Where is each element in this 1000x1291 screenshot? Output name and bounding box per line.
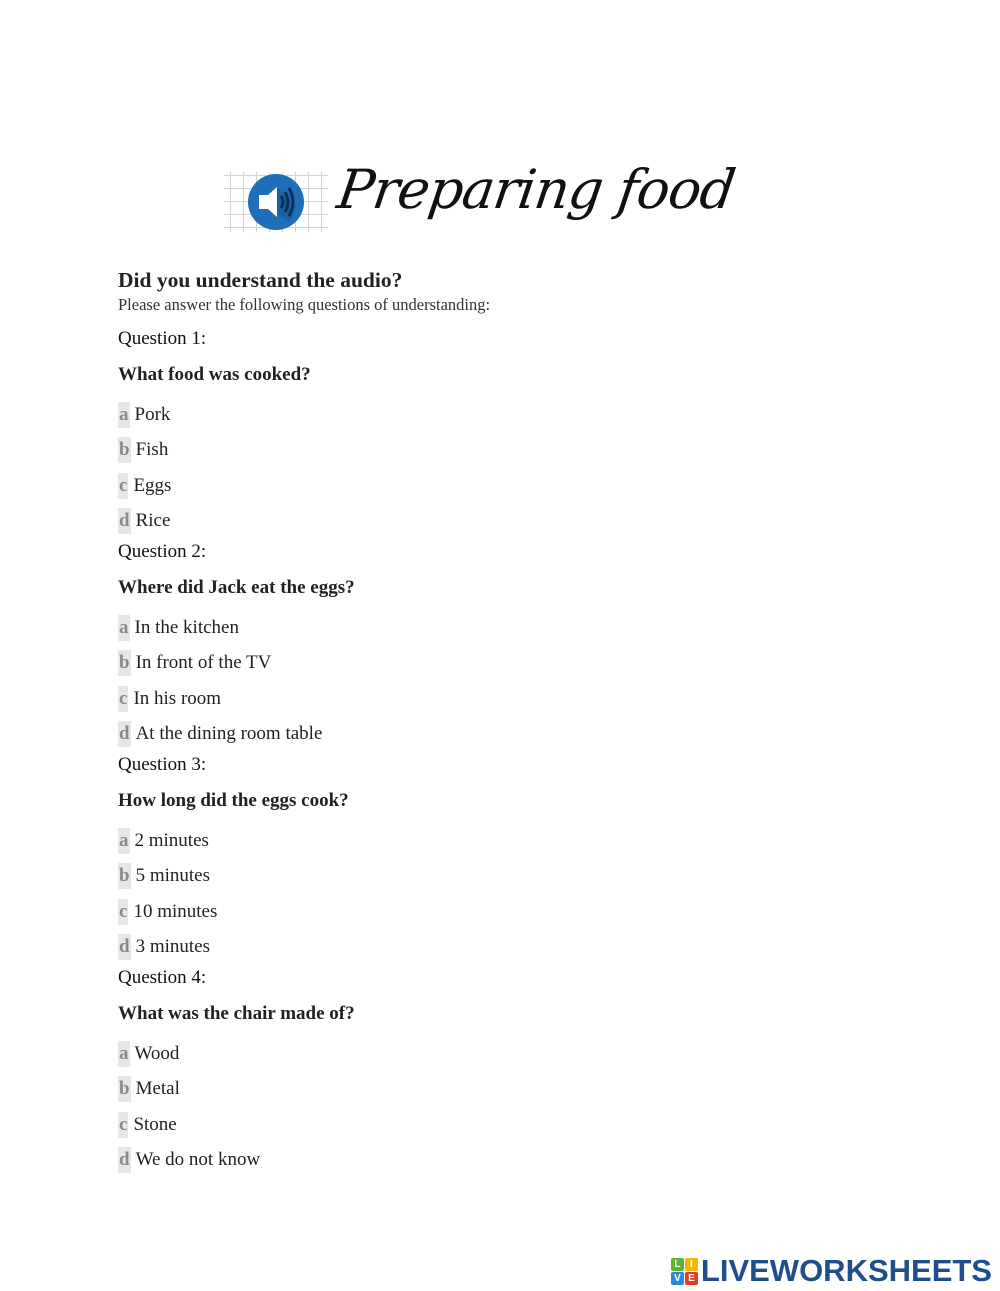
- option-text[interactable]: We do not know: [135, 1149, 261, 1171]
- logo-tile-i: I: [685, 1258, 698, 1271]
- worksheet-title: Preparing food: [333, 158, 739, 221]
- option-text[interactable]: 2 minutes: [134, 829, 209, 851]
- logo-tile-v: V: [671, 1272, 684, 1285]
- answer-option[interactable]: [118, 930, 918, 966]
- question-text: What food was cooked?: [118, 363, 311, 385]
- option-text[interactable]: 3 minutes: [135, 936, 210, 958]
- answer-option[interactable]: [118, 504, 918, 540]
- option-text[interactable]: Fish: [135, 439, 169, 461]
- answer-option[interactable]: [118, 823, 918, 859]
- question-block-4: [118, 965, 918, 1178]
- option-text[interactable]: Rice: [135, 510, 171, 532]
- question-label: Question 3:: [118, 754, 207, 775]
- option-letter: c: [118, 899, 128, 925]
- option-letter: c: [118, 473, 128, 499]
- question-text: What was the chair made of?: [118, 1002, 355, 1024]
- option-letter: b: [118, 650, 131, 676]
- answer-option[interactable]: [118, 859, 918, 895]
- answer-option[interactable]: [118, 646, 918, 682]
- logo-tiles-icon: [671, 1258, 698, 1285]
- question-label: Question 1:: [118, 328, 207, 349]
- answer-option[interactable]: [118, 1036, 918, 1072]
- option-letter: d: [118, 934, 131, 960]
- logo-tile-l: L: [671, 1258, 684, 1271]
- logo-wordmark: LIVEWORKSHEETS: [700, 1253, 992, 1288]
- section-heading: Did you understand the audio?: [118, 268, 403, 292]
- option-text[interactable]: 10 minutes: [133, 900, 218, 922]
- answer-option[interactable]: [118, 1143, 918, 1179]
- option-letter: b: [118, 437, 131, 463]
- option-letter: c: [118, 686, 128, 712]
- question-text: Where did Jack eat the eggs?: [118, 576, 355, 598]
- option-letter: c: [118, 1112, 128, 1138]
- question-label: Question 2:: [118, 541, 207, 562]
- answer-option[interactable]: [118, 681, 918, 717]
- option-letter: d: [118, 508, 131, 534]
- option-letter: d: [118, 721, 131, 747]
- answer-option[interactable]: [118, 717, 918, 753]
- answer-option[interactable]: [118, 468, 918, 504]
- logo-tile-e: E: [685, 1272, 698, 1285]
- option-letter: d: [118, 1147, 131, 1173]
- option-letter: a: [118, 615, 130, 641]
- option-text[interactable]: Eggs: [133, 474, 172, 496]
- answer-option[interactable]: [118, 1107, 918, 1143]
- answer-option[interactable]: [118, 433, 918, 469]
- option-letter: b: [118, 863, 131, 889]
- option-text[interactable]: Metal: [135, 1078, 180, 1100]
- answer-option[interactable]: [118, 894, 918, 930]
- instructions-text: Please answer the following questions of understanding:: [118, 295, 491, 314]
- option-text[interactable]: Stone: [133, 1113, 177, 1135]
- option-text[interactable]: Wood: [134, 1042, 180, 1064]
- option-text[interactable]: Pork: [134, 403, 171, 425]
- option-text[interactable]: At the dining room table: [135, 723, 323, 745]
- speaker-audio-icon[interactable]: [246, 172, 306, 232]
- question-label: Question 4:: [118, 967, 207, 988]
- option-text[interactable]: 5 minutes: [135, 865, 210, 887]
- question-block-1: [118, 326, 918, 539]
- answer-option[interactable]: [118, 610, 918, 646]
- answer-option[interactable]: [118, 1072, 918, 1108]
- option-letter: a: [118, 1041, 130, 1067]
- answer-option[interactable]: [118, 397, 918, 433]
- question-text: How long did the eggs cook?: [118, 789, 349, 811]
- question-block-3: [118, 752, 918, 965]
- option-letter: b: [118, 1076, 131, 1102]
- worksheet-banner: [222, 158, 739, 248]
- option-letter: a: [118, 828, 130, 854]
- option-text[interactable]: In the kitchen: [134, 616, 239, 638]
- option-letter: a: [118, 402, 130, 428]
- question-block-2: [118, 539, 918, 752]
- liveworksheets-logo: [671, 1253, 992, 1288]
- option-text[interactable]: In front of the TV: [135, 652, 272, 674]
- option-text[interactable]: In his room: [133, 687, 222, 709]
- worksheet-content: [118, 266, 918, 1178]
